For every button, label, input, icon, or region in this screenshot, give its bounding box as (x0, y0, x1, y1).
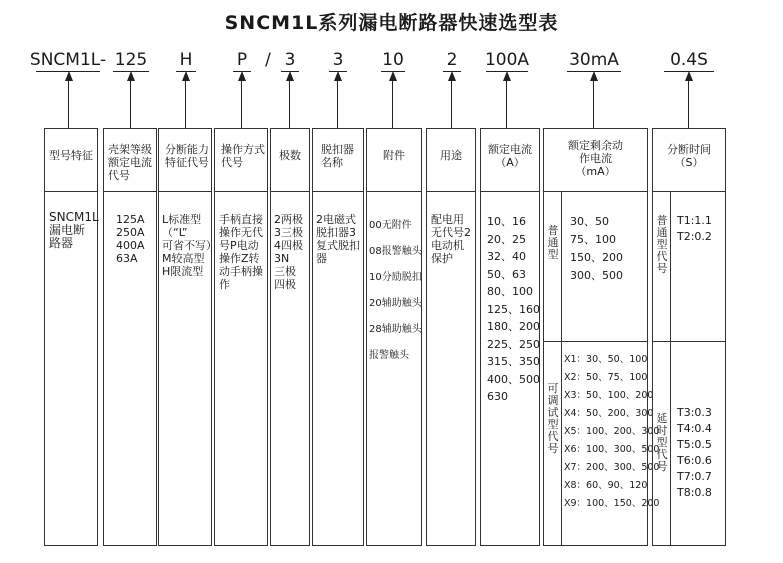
arrow-up-icon (685, 71, 693, 81)
code-usage: 2 (446, 50, 458, 70)
code-breaking: H (179, 50, 193, 70)
model-description: SNCM1L漏电断路器 (49, 210, 99, 250)
arrow-up-icon (590, 71, 598, 81)
column-release (312, 128, 364, 546)
header-breaking: 分断能力特征代号 (165, 143, 209, 169)
header-current: 额定电流（A） (488, 143, 532, 169)
connector-line (688, 80, 689, 128)
connector-line (506, 80, 507, 128)
column-poles (270, 128, 310, 546)
time-normal-values: T1:1.1 T2:0.2 (677, 214, 712, 243)
header-poles: 极数 (279, 149, 301, 162)
column-time (652, 128, 726, 546)
column-current (480, 128, 540, 546)
operation-values: 手柄直接操作无代号P电动操作Z转动手柄操作 (219, 213, 263, 291)
arrow-up-icon (238, 71, 246, 81)
connector-line (130, 80, 131, 128)
column-accessory (366, 128, 422, 546)
header-operation: 操作方式代号 (221, 143, 265, 169)
column-operation (214, 128, 268, 546)
column-model (44, 128, 98, 546)
code-frame: 125 (114, 50, 148, 70)
code-current: 100A (484, 50, 530, 70)
header-frame: 壳架等级额定电流代号 (108, 143, 152, 182)
code-model: SNCM1L- (29, 50, 107, 70)
column-frame (103, 128, 157, 546)
current-values: 10、16 20、25 32、40 50、63 80、100 125、160 180、200 225、250 315、350 400、500 630 (487, 215, 540, 403)
code-operation: P (236, 50, 248, 70)
code-time: 0.4S (670, 50, 708, 70)
connector-line (241, 80, 242, 128)
connector-line (337, 80, 338, 128)
usage-values: 配电用无代号2电动机保护 (431, 213, 471, 265)
code-residual: 30mA (569, 50, 619, 70)
residual-adjustable-label: 可调试型代号 (547, 382, 559, 455)
arrow-up-icon (65, 71, 73, 81)
time-normal-label: 普通型代号 (656, 214, 668, 275)
residual-normal-label: 普通型 (547, 224, 559, 261)
breaking-values: L标准型 （“L” 可省不写） M较高型 H限流型 (162, 213, 217, 278)
header-residual: 额定剩余动作电流（mA） (568, 139, 623, 178)
connector-line (68, 80, 69, 128)
time-delay-label: 延时型代号 (656, 412, 668, 473)
column-usage (426, 128, 476, 546)
column-residual (543, 128, 660, 546)
page-title: SNCM1L系列漏电断路器快速选型表 (224, 12, 559, 34)
connector-line (451, 80, 452, 128)
accessory-values: 00无附件 08报警触头 10分励脱扣 20辅助触头 28辅助触头 报警触头 (369, 220, 422, 361)
header-model: 型号特征 (49, 149, 93, 162)
header-accessory: 附件 (383, 149, 405, 162)
residual-adjustable-values: X1：30、50、100 X2：50、75、100 X3：50、100、200 X4：50、200、300 X5：100、200、300 X6：100、300、500 X7：200、300、500 X8：60、90、120 X9：100、150、200 (564, 354, 660, 509)
release-values: 2电磁式脱扣器3复式脱扣器 (316, 213, 360, 265)
column-breaking (158, 128, 217, 546)
residual-normal-values: 30、50 75、100 150、200 300、500 (570, 215, 623, 282)
code-slash: / (265, 50, 271, 70)
arrow-up-icon (334, 71, 342, 81)
arrow-up-icon (448, 71, 456, 81)
connector-line (593, 80, 594, 128)
code-accessory: 10 (382, 50, 404, 70)
header-usage: 用途 (440, 149, 462, 162)
code-release: 3 (332, 50, 344, 70)
arrow-up-icon (182, 71, 190, 81)
header-time: 分断时间（S） (667, 143, 711, 169)
arrow-up-icon (503, 71, 511, 81)
connector-line (392, 80, 393, 128)
poles-values: 2两极 3三极 4四极 3N 三极 四极 (274, 213, 303, 291)
connector-line (185, 80, 186, 128)
arrow-up-icon (389, 71, 397, 81)
connector-line (289, 80, 290, 128)
header-release: 脱扣器名称 (321, 143, 354, 169)
arrow-up-icon (127, 71, 135, 81)
time-delay-values: T3:0.3 T4:0.4 T5:0.5 T6:0.6 T7:0.7 T8:0.8 (677, 406, 712, 499)
code-poles: 3 (284, 50, 296, 70)
frame-values: 125A 250A 400A 63A (116, 213, 145, 265)
arrow-up-icon (286, 71, 294, 81)
